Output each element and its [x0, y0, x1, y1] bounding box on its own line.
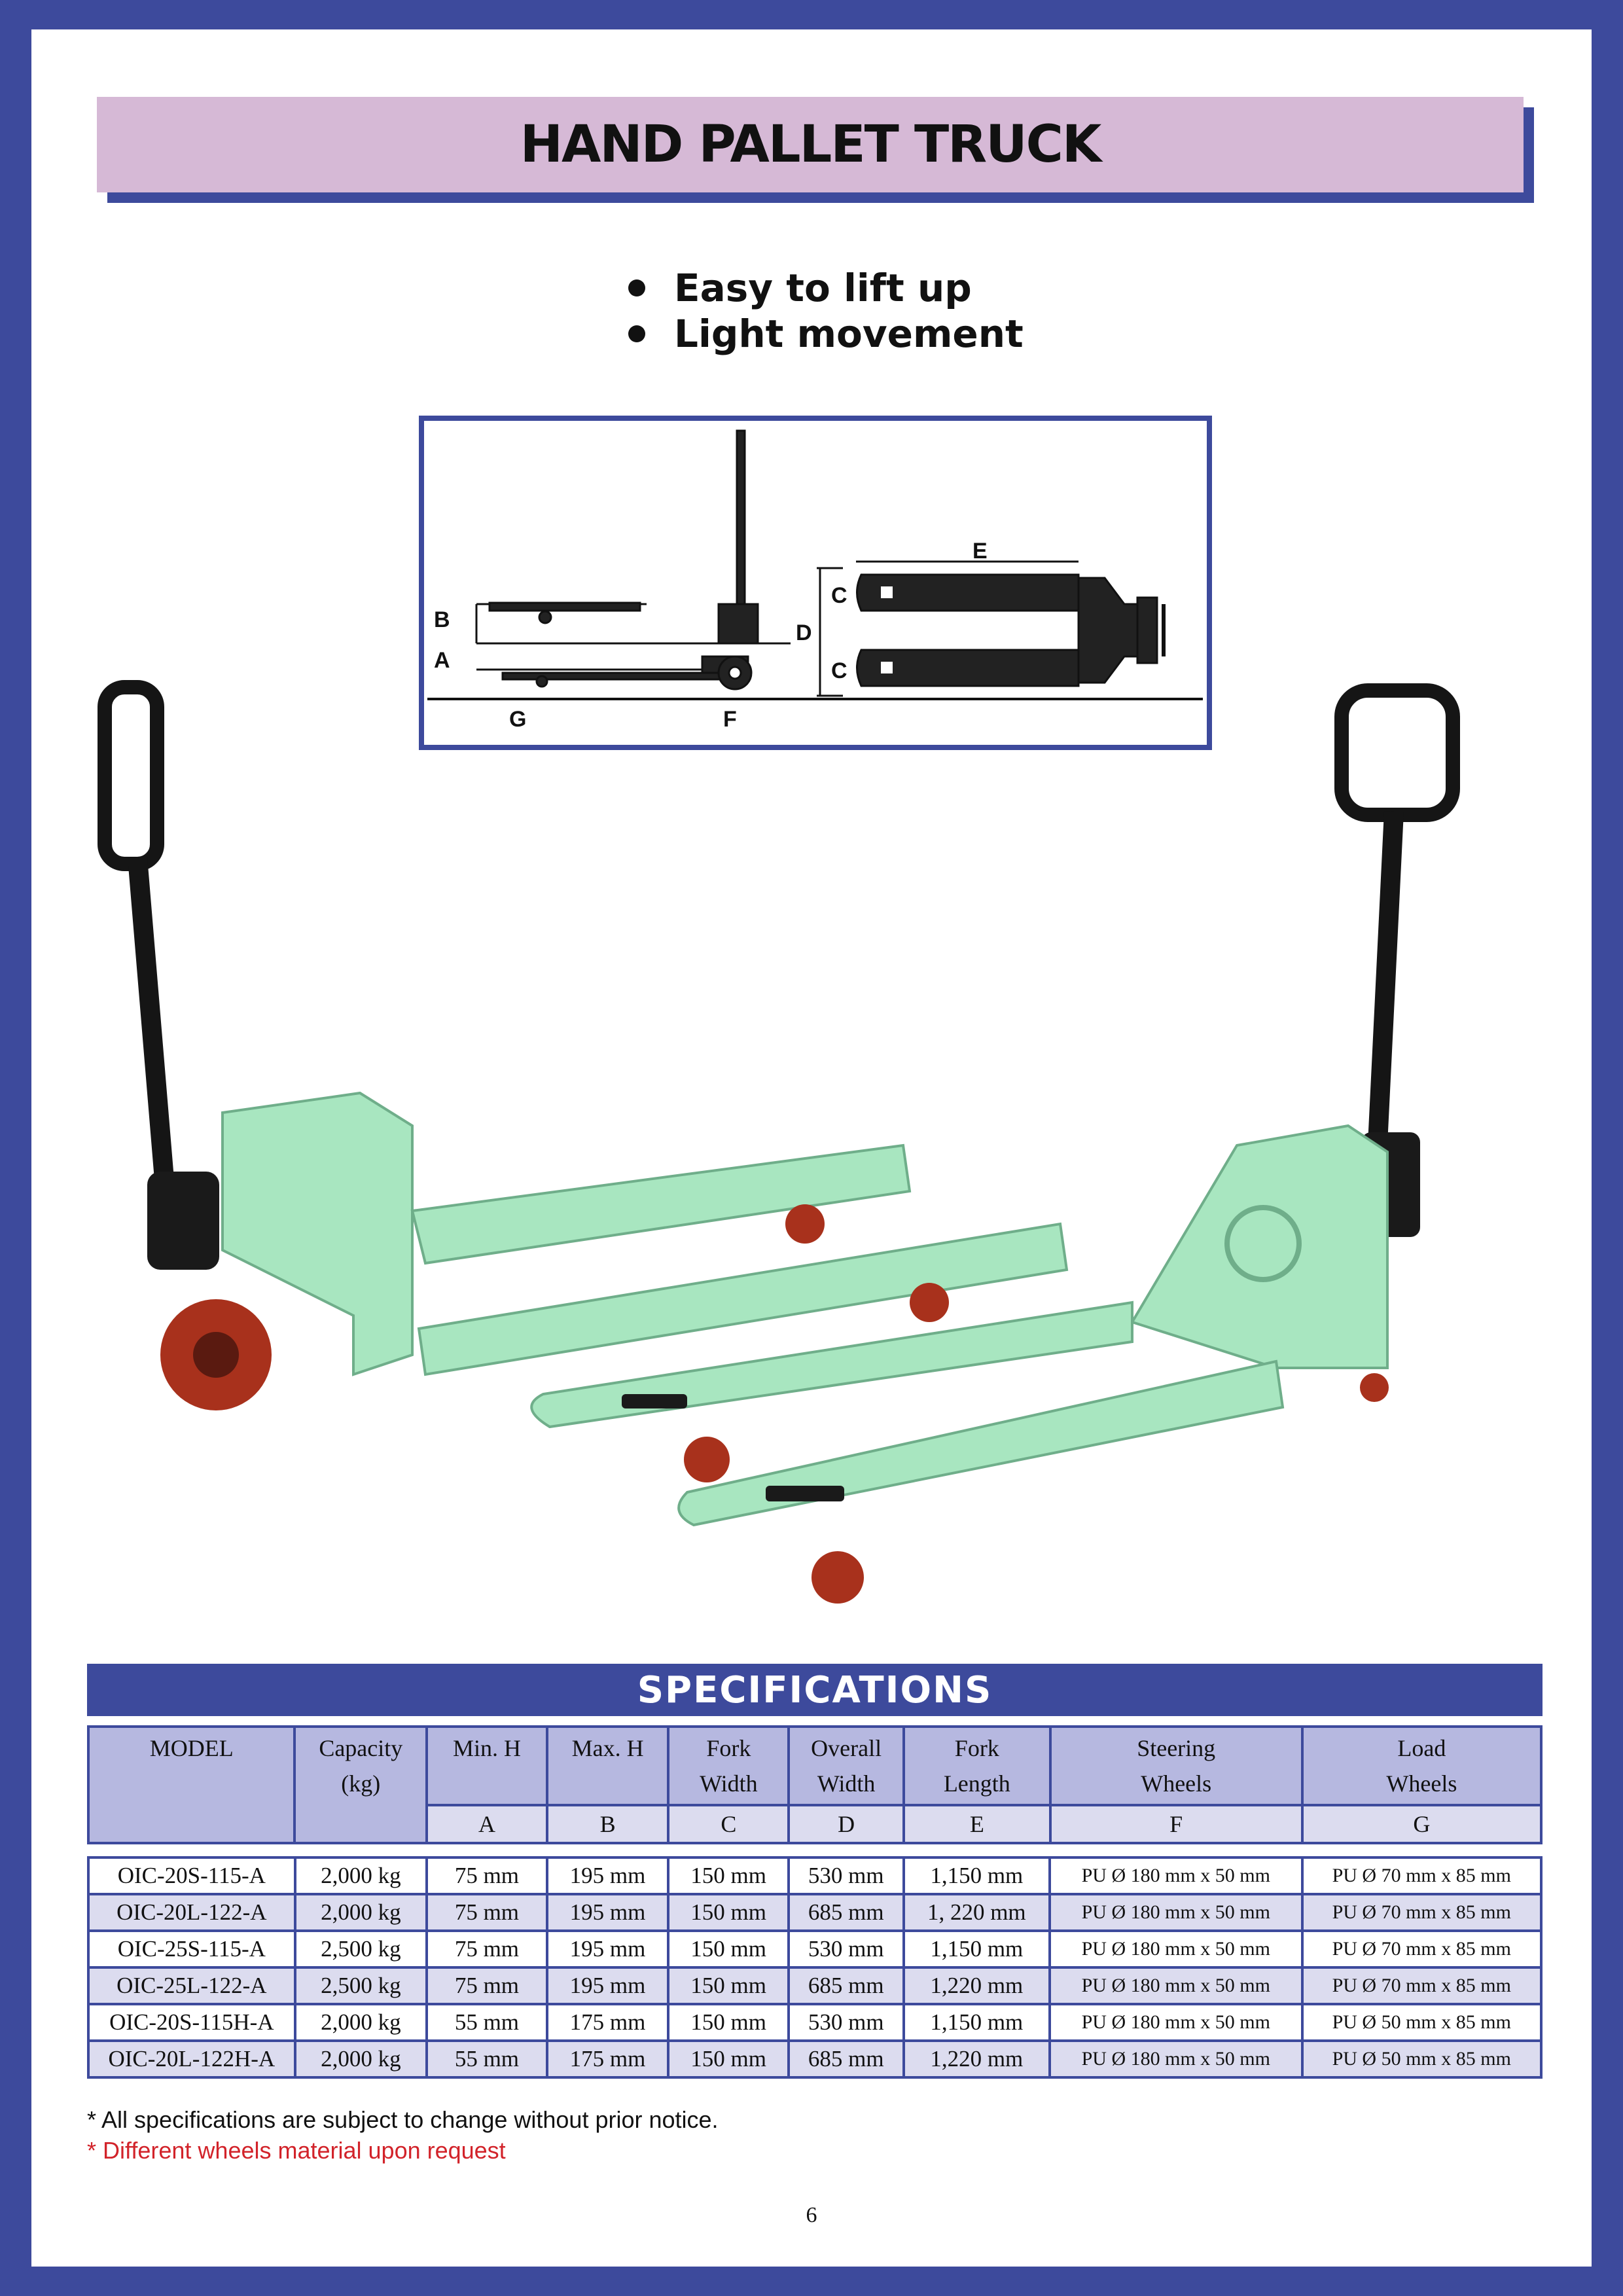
- header-fork-length: [904, 1727, 1050, 1805]
- cell-model: OIC-20L-122-A: [88, 1894, 295, 1931]
- cell-model: OIC-25S-115-A: [88, 1931, 295, 1967]
- header-fork-length-label: Fork: [954, 1735, 999, 1761]
- cell-max-h: 195 mm: [547, 1894, 669, 1931]
- feature-item: [628, 311, 1024, 357]
- spec-data-table: [87, 1856, 1543, 2079]
- cell-overall-width: 530 mm: [789, 1857, 904, 1894]
- cell-fork-length: 1,150 mm: [904, 1931, 1050, 1967]
- product-photo: [85, 674, 1558, 1630]
- cell-steering-wheels: PU Ø 180 mm x 50 mm: [1050, 1857, 1302, 1894]
- header-fork-length-label-2: Length: [943, 1770, 1010, 1797]
- table-row: [88, 1894, 1541, 1931]
- bullet-icon: [628, 325, 645, 342]
- header-capacity: [294, 1727, 427, 1843]
- feature-list: [628, 265, 1024, 357]
- specifications-heading: [87, 1664, 1543, 1716]
- header-max-h-label: Max. H: [571, 1735, 644, 1761]
- cell-max-h: 175 mm: [547, 2041, 669, 2077]
- header-letter-d: D: [789, 1805, 904, 1843]
- header-steering-label: Steering: [1137, 1735, 1216, 1761]
- table-row: [88, 1967, 1541, 2004]
- label-a: A: [434, 648, 450, 673]
- cell-steering-wheels: PU Ø 180 mm x 50 mm: [1050, 1967, 1302, 2004]
- cell-min-h: 75 mm: [427, 1857, 546, 1894]
- cell-fork-length: 1,150 mm: [904, 1857, 1050, 1894]
- label-c-bottom: C: [831, 658, 847, 683]
- feature-item: [628, 265, 1024, 311]
- cell-max-h: 175 mm: [547, 2004, 669, 2041]
- cell-min-h: 75 mm: [427, 1931, 546, 1967]
- cell-capacity: 2,000 kg: [295, 2004, 427, 2041]
- cell-model: OIC-20S-115-A: [88, 1857, 295, 1894]
- cell-min-h: 75 mm: [427, 1967, 546, 2004]
- cell-load-wheels: PU Ø 70 mm x 85 mm: [1302, 1931, 1542, 1967]
- cell-overall-width: 530 mm: [789, 2004, 904, 2041]
- title-bar: [97, 97, 1524, 192]
- cell-max-h: 195 mm: [547, 1931, 669, 1967]
- header-letter-c: C: [668, 1805, 789, 1843]
- cell-capacity: 2,000 kg: [295, 1894, 427, 1931]
- cell-load-wheels: PU Ø 50 mm x 85 mm: [1302, 2004, 1542, 2041]
- header-load-label-2: Wheels: [1386, 1770, 1457, 1797]
- cell-capacity: 2,000 kg: [295, 2041, 427, 2077]
- cell-max-h: 195 mm: [547, 1857, 669, 1894]
- header-steering-label-2: Wheels: [1141, 1770, 1212, 1797]
- cell-overall-width: 530 mm: [789, 1931, 904, 1967]
- cell-load-wheels: PU Ø 50 mm x 85 mm: [1302, 2041, 1542, 2077]
- feature-text: Light movement: [674, 312, 1024, 356]
- cell-overall-width: 685 mm: [789, 1967, 904, 2004]
- wheel-material-note: * Different wheels material upon request: [87, 2137, 506, 2164]
- header-steering-wheels: [1050, 1727, 1302, 1805]
- cell-fork-length: 1, 220 mm: [904, 1894, 1050, 1931]
- label-g: G: [509, 707, 527, 732]
- cell-capacity: 2,000 kg: [295, 1857, 427, 1894]
- header-overall-width-label-2: Width: [817, 1770, 876, 1797]
- cell-fork-width: 150 mm: [668, 1967, 789, 2004]
- header-fork-width: [668, 1727, 789, 1805]
- cell-steering-wheels: PU Ø 180 mm x 50 mm: [1050, 2041, 1302, 2077]
- label-b: B: [434, 607, 450, 632]
- cell-min-h: 55 mm: [427, 2041, 546, 2077]
- cell-load-wheels: PU Ø 70 mm x 85 mm: [1302, 1894, 1542, 1931]
- cell-min-h: 55 mm: [427, 2004, 546, 2041]
- table-row: [88, 1857, 1541, 1894]
- specifications-title: SPECIFICATIONS: [637, 1668, 993, 1712]
- cell-overall-width: 685 mm: [789, 1894, 904, 1931]
- header-model: [88, 1727, 294, 1843]
- bullet-icon: [628, 279, 645, 296]
- table-row: [88, 2041, 1541, 2077]
- label-c-top: C: [831, 583, 847, 608]
- header-letter-b: B: [547, 1805, 669, 1843]
- label-d: D: [796, 620, 812, 645]
- header-overall-width-label: Overall: [811, 1735, 882, 1761]
- cell-capacity: 2,500 kg: [295, 1967, 427, 2004]
- cell-fork-width: 150 mm: [668, 1894, 789, 1931]
- cell-fork-width: 150 mm: [668, 1931, 789, 1967]
- header-fork-width-label: Fork: [706, 1735, 751, 1761]
- cell-steering-wheels: PU Ø 180 mm x 50 mm: [1050, 2004, 1302, 2041]
- cell-fork-width: 150 mm: [668, 2004, 789, 2041]
- header-min-h-label: Min. H: [453, 1735, 522, 1761]
- header-capacity-label: Capacity: [319, 1735, 403, 1761]
- cell-fork-length: 1,220 mm: [904, 2041, 1050, 2077]
- cell-capacity: 2,500 kg: [295, 1931, 427, 1967]
- cell-fork-width: 150 mm: [668, 2041, 789, 2077]
- table-row: [88, 1931, 1541, 1967]
- header-min-h: [427, 1727, 547, 1805]
- feature-text: Easy to lift up: [674, 266, 972, 310]
- cell-min-h: 75 mm: [427, 1894, 546, 1931]
- header-load-wheels: [1302, 1727, 1541, 1805]
- cell-model: OIC-25L-122-A: [88, 1967, 295, 2004]
- header-load-label: Load: [1397, 1735, 1446, 1761]
- cell-fork-width: 150 mm: [668, 1857, 789, 1894]
- cell-load-wheels: PU Ø 70 mm x 85 mm: [1302, 1857, 1542, 1894]
- cell-fork-length: 1,150 mm: [904, 2004, 1050, 2041]
- header-letter-f: F: [1050, 1805, 1302, 1843]
- header-model-label: MODEL: [149, 1735, 234, 1761]
- label-e: E: [972, 539, 988, 564]
- cell-model: OIC-20L-122H-A: [88, 2041, 295, 2077]
- header-letter-g: G: [1302, 1805, 1541, 1843]
- page-title: HAND PALLET TRUCK: [520, 115, 1101, 174]
- cell-fork-length: 1,220 mm: [904, 1967, 1050, 2004]
- cell-steering-wheels: PU Ø 180 mm x 50 mm: [1050, 1931, 1302, 1967]
- header-capacity-unit: (kg): [341, 1770, 381, 1797]
- disclaimer-note: * All specifications are subject to change without prior notice.: [87, 2106, 719, 2133]
- pallet-truck-illustration: [85, 674, 1558, 1630]
- table-row: [88, 2004, 1541, 2041]
- cell-overall-width: 685 mm: [789, 2041, 904, 2077]
- header-letter-a: A: [427, 1805, 547, 1843]
- cell-model: OIC-20S-115H-A: [88, 2004, 295, 2041]
- spec-header-table: [87, 1725, 1543, 1844]
- header-max-h: [547, 1727, 669, 1805]
- header-overall-width: [789, 1727, 904, 1805]
- header-fork-width-label-2: Width: [700, 1770, 758, 1797]
- label-f: F: [723, 707, 737, 732]
- page-number: 6: [806, 2203, 817, 2227]
- cell-load-wheels: PU Ø 70 mm x 85 mm: [1302, 1967, 1542, 2004]
- cell-max-h: 195 mm: [547, 1967, 669, 2004]
- header-letter-e: E: [904, 1805, 1050, 1843]
- cell-steering-wheels: PU Ø 180 mm x 50 mm: [1050, 1894, 1302, 1931]
